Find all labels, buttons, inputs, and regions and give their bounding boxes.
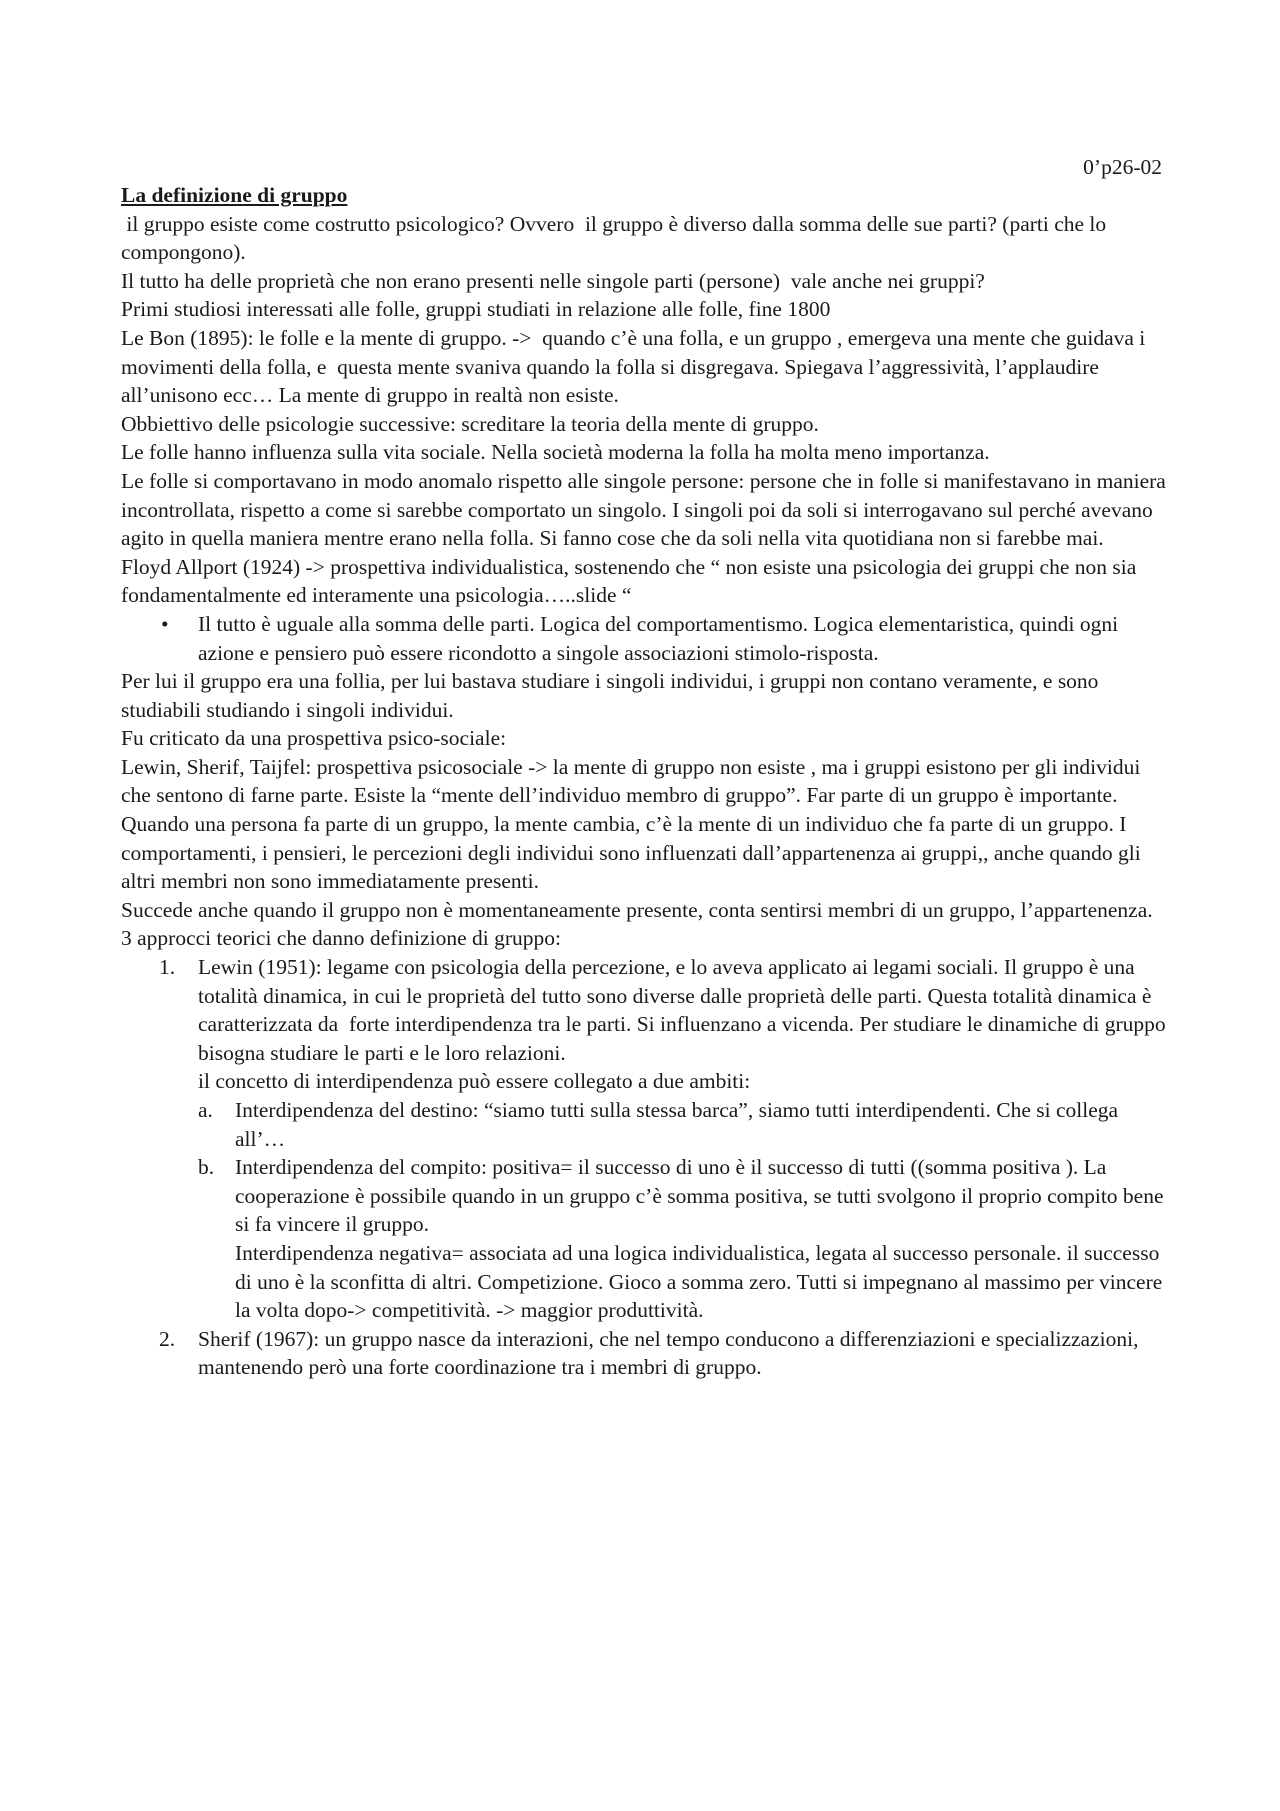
numbered-item	[121, 953, 1166, 1325]
paragraph: Primi studiosi interessati alle folle, gruppi studiati in relazione alle folle, fine 1800	[121, 297, 831, 322]
item-letter: a.	[198, 1098, 213, 1122]
paragraph: Fu criticato da una prospettiva psico-sociale:	[121, 726, 507, 751]
lettered-item	[198, 1153, 1166, 1325]
paragraph: Lewin, Sherif, Taijfel: prospettiva psicosociale -> la mente di gruppo non esiste , ma i gruppi esistono per gli individui che sentono di farne parte. Esiste la “mente dell’individuo membro di gruppo”. Far parte di un gruppo è importante. Quando una persona fa parte di un gruppo, la mente cambia, c’è la mente di un individuo che fa parte di un gruppo. I comportamenti, i pensieri, le percezioni degli individui sono influenzati dall’appartenenza ai gruppi,, anche quando gli altri membri non sono immediatamente presenti.	[121, 754, 1141, 894]
bullet-text: Il tutto è uguale alla somma delle parti. Logica del comportamentismo. Logica elementaristica, quindi ogni azione e pensiero può essere ricondotto a singole associazioni stimolo-risposta.	[198, 611, 1119, 665]
lettered-list	[198, 1096, 1166, 1325]
paragraph: Le folle hanno influenza sulla vita sociale. Nella società moderna la folla ha molta meno importanza.	[121, 440, 990, 465]
numbered-item	[121, 1325, 1166, 1382]
paragraph: Floyd Allport (1924) -> prospettiva individualistica, sostenendo che “ non esiste una psicologia dei gruppi che non sia fondamentalmente ed interamente una psicologia…..slide “	[121, 554, 1137, 608]
numbered-item-text: Sherif (1967): un gruppo nasce da interazioni, che nel tempo conducono a differenziazioni e specializzazioni, mantenendo però una forte coordinazione tra i membri di gruppo.	[198, 1326, 1139, 1380]
numbered-item-text: Lewin (1951): legame con psicologia della percezione, e lo aveva applicato ai legami sociali. Il gruppo è una totalità dinamica, in cui le proprietà del tutto sono diverse dalle proprietà delle parti. Questa totalità dinamica è caratterizzata da forte interdipendenza tra le parti. Si influenzano a vicenda. Per studiare le dinamiche di gruppo bisogna studiare le parti e le loro relazioni.	[198, 955, 1166, 1065]
bullet-item	[121, 610, 1166, 667]
intro-paragraphs	[121, 210, 1166, 610]
document-id: 0’p26-02	[1083, 155, 1162, 179]
paragraph: Il tutto ha delle proprietà che non erano presenti nelle singole parti (persone) vale anche nei gruppi?	[121, 268, 985, 293]
paragraph: Obbiettivo delle psicologie successive: screditare la teoria della mente di gruppo.	[121, 411, 819, 436]
paragraph: 3 approcci teorici che danno definizione di gruppo:	[121, 926, 561, 951]
paragraph: Le Bon (1895): le folle e la mente di gruppo. -> quando c’è una folla, e un gruppo , emergeva una mente che guidava i movimenti della folla, e questa mente svaniva quando la folla si disgregava. Spiegava l’aggressività, l’applaudire all’unisono ecc… La mente di gruppo in realtà non esiste.	[121, 325, 1146, 408]
bullet-list	[121, 610, 1166, 667]
document-body	[121, 181, 1166, 1382]
middle-paragraphs	[121, 667, 1166, 953]
lettered-item-extra: Interdipendenza negativa= associata ad una logica individualistica, legata al successo personale. il successo di uno è la sconfitta di altri. Competizione. Gioco a somma zero. Tutti si impegnano al massimo per vincere la volta dopo-> competitività. -> maggior produttività.	[235, 1240, 1163, 1323]
lettered-item-text: Interdipendenza del destino: “siamo tutti sulla stessa barca”, siamo tutti interdipendenti. Che si collega all’…	[235, 1098, 1119, 1151]
paragraph: Le folle si comportavano in modo anomalo rispetto alle singole persone: persone che in folle si manifestavano in maniera incontrollata, rispetto a come si sarebbe comportato un singolo. I singoli poi da soli si interrogavano sul perché avevano agito in quella maniera mentre erano nella folla. Si fanno cose che da soli nella vita quotidiana non si farebbe mai.	[121, 468, 1166, 551]
lettered-item-text: Interdipendenza del compito: positiva= il successo di uno è il successo di tutti ((somma positiva ). La cooperazione è possibile quando in un gruppo c’è somma positiva, se tutti svolgono il proprio compito bene si fa vincere il gruppo.	[235, 1155, 1164, 1237]
paragraph: Succede anche quando il gruppo non è momentaneamente presente, conta sentirsi membri di un gruppo, l’appartenenza.	[121, 897, 1153, 922]
bullet-marker: •	[161, 611, 169, 636]
item-letter: b.	[198, 1155, 215, 1180]
numbered-item-continuation: il concetto di interdipendenza può essere collegato a due ambiti:	[198, 1069, 751, 1094]
item-number: 2.	[159, 1326, 176, 1351]
numbered-list	[121, 953, 1166, 1382]
section-title: La definizione di gruppo	[121, 183, 348, 207]
paragraph: Per lui il gruppo era una follia, per lui bastava studiare i singoli individui, i gruppi non contano veramente, e sono studiabili studiando i singoli individui.	[121, 669, 1099, 722]
lettered-item	[198, 1096, 1166, 1153]
paragraph: il gruppo esiste come costrutto psicologico? Ovvero il gruppo è diverso dalla somma delle sue parti? (parti che lo compongono).	[121, 211, 1107, 265]
item-number: 1.	[159, 955, 176, 980]
